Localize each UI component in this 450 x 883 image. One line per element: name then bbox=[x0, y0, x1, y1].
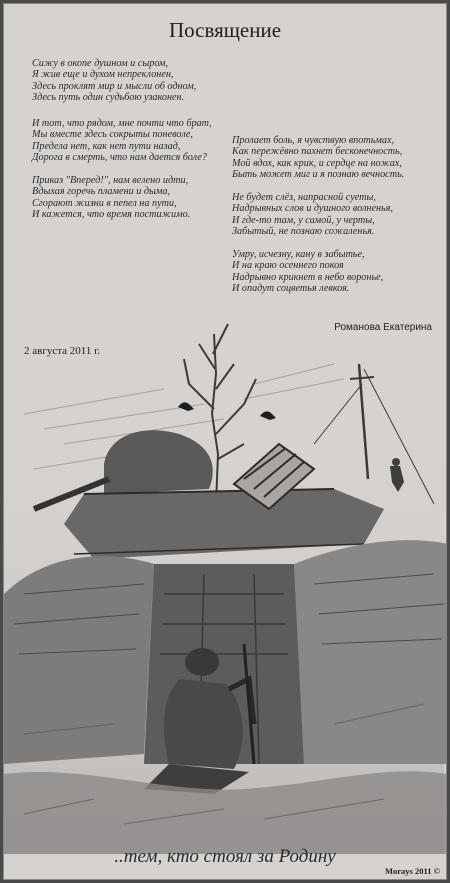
poem-line: Пролает боль, я чувствую впотьмах, bbox=[232, 135, 395, 146]
poem-line: Умру, исчезну, кану в забытье, bbox=[232, 249, 365, 260]
poem-line: Забытый, не познаю сожаленья. bbox=[232, 226, 375, 238]
author-name: Романова Екатерина bbox=[334, 322, 432, 333]
poem-line: И опадут соцветья левкоя. bbox=[232, 283, 350, 295]
poem-line: Вдыхая горечь пламени и дыма, bbox=[32, 186, 171, 198]
poem-line: Здесь проклят мир и мысли об одном, bbox=[32, 80, 197, 92]
left-stanza-1 bbox=[32, 58, 196, 104]
poem-line: И на краю осеннего покоя bbox=[232, 260, 344, 272]
poem-line: Предела нет, как нет пути назад, bbox=[32, 140, 181, 152]
right-stanza-1 bbox=[232, 135, 404, 181]
poem-line: Сгорают жизни в пепел на пути, bbox=[32, 197, 177, 209]
poem-line: Здесь путь один судьбою узаконен. bbox=[32, 92, 185, 104]
poem-line: И тот, что рядом, мне почти что брат, bbox=[32, 118, 212, 129]
trench-sketch-illustration bbox=[4, 294, 447, 854]
left-stanza-3 bbox=[32, 175, 190, 221]
poem-line: Надрывных слов и душного волненья, bbox=[232, 203, 393, 215]
poem-line: Мой вдох, как крик, и сердце на ножах, bbox=[232, 157, 402, 169]
poem-line: Быть может миг и я познаю вечность. bbox=[232, 169, 405, 181]
copyright-label: Morays 2011 © bbox=[385, 866, 440, 876]
poem-line: И кажется, что время постижимо. bbox=[32, 209, 191, 221]
poem-line: Надрывно крикнет в небо воронье, bbox=[232, 271, 384, 283]
date-label: 2 августа 2011 г. bbox=[24, 345, 101, 357]
right-stanza-3 bbox=[232, 249, 383, 295]
dedication-caption: ..тем, кто стоял за Родину bbox=[114, 846, 336, 867]
poem-sheet bbox=[3, 3, 447, 880]
poem-line: Как пережёвно пахнет бесконечность, bbox=[232, 146, 403, 158]
left-stanza-2 bbox=[32, 118, 212, 164]
poem-line: Дорога в смерть, что нам дается боле? bbox=[32, 152, 207, 164]
poem-line: И где-то там, у самой, у черты, bbox=[232, 214, 375, 226]
poem-line: Мы вместе здесь сокрыты поневоле, bbox=[32, 129, 193, 141]
right-stanza-2 bbox=[232, 192, 393, 238]
page-title: Посвящение bbox=[168, 18, 282, 42]
poem-line: Сижу в окопе душном и сыром, bbox=[32, 58, 169, 69]
poem-line: Не будет слёз, напрасной суеты, bbox=[232, 192, 376, 203]
poem-line: Приказ "Вперед!", нам велено идти, bbox=[32, 175, 189, 186]
poem-line: Я жив еще и духом непреклонен, bbox=[32, 69, 174, 81]
